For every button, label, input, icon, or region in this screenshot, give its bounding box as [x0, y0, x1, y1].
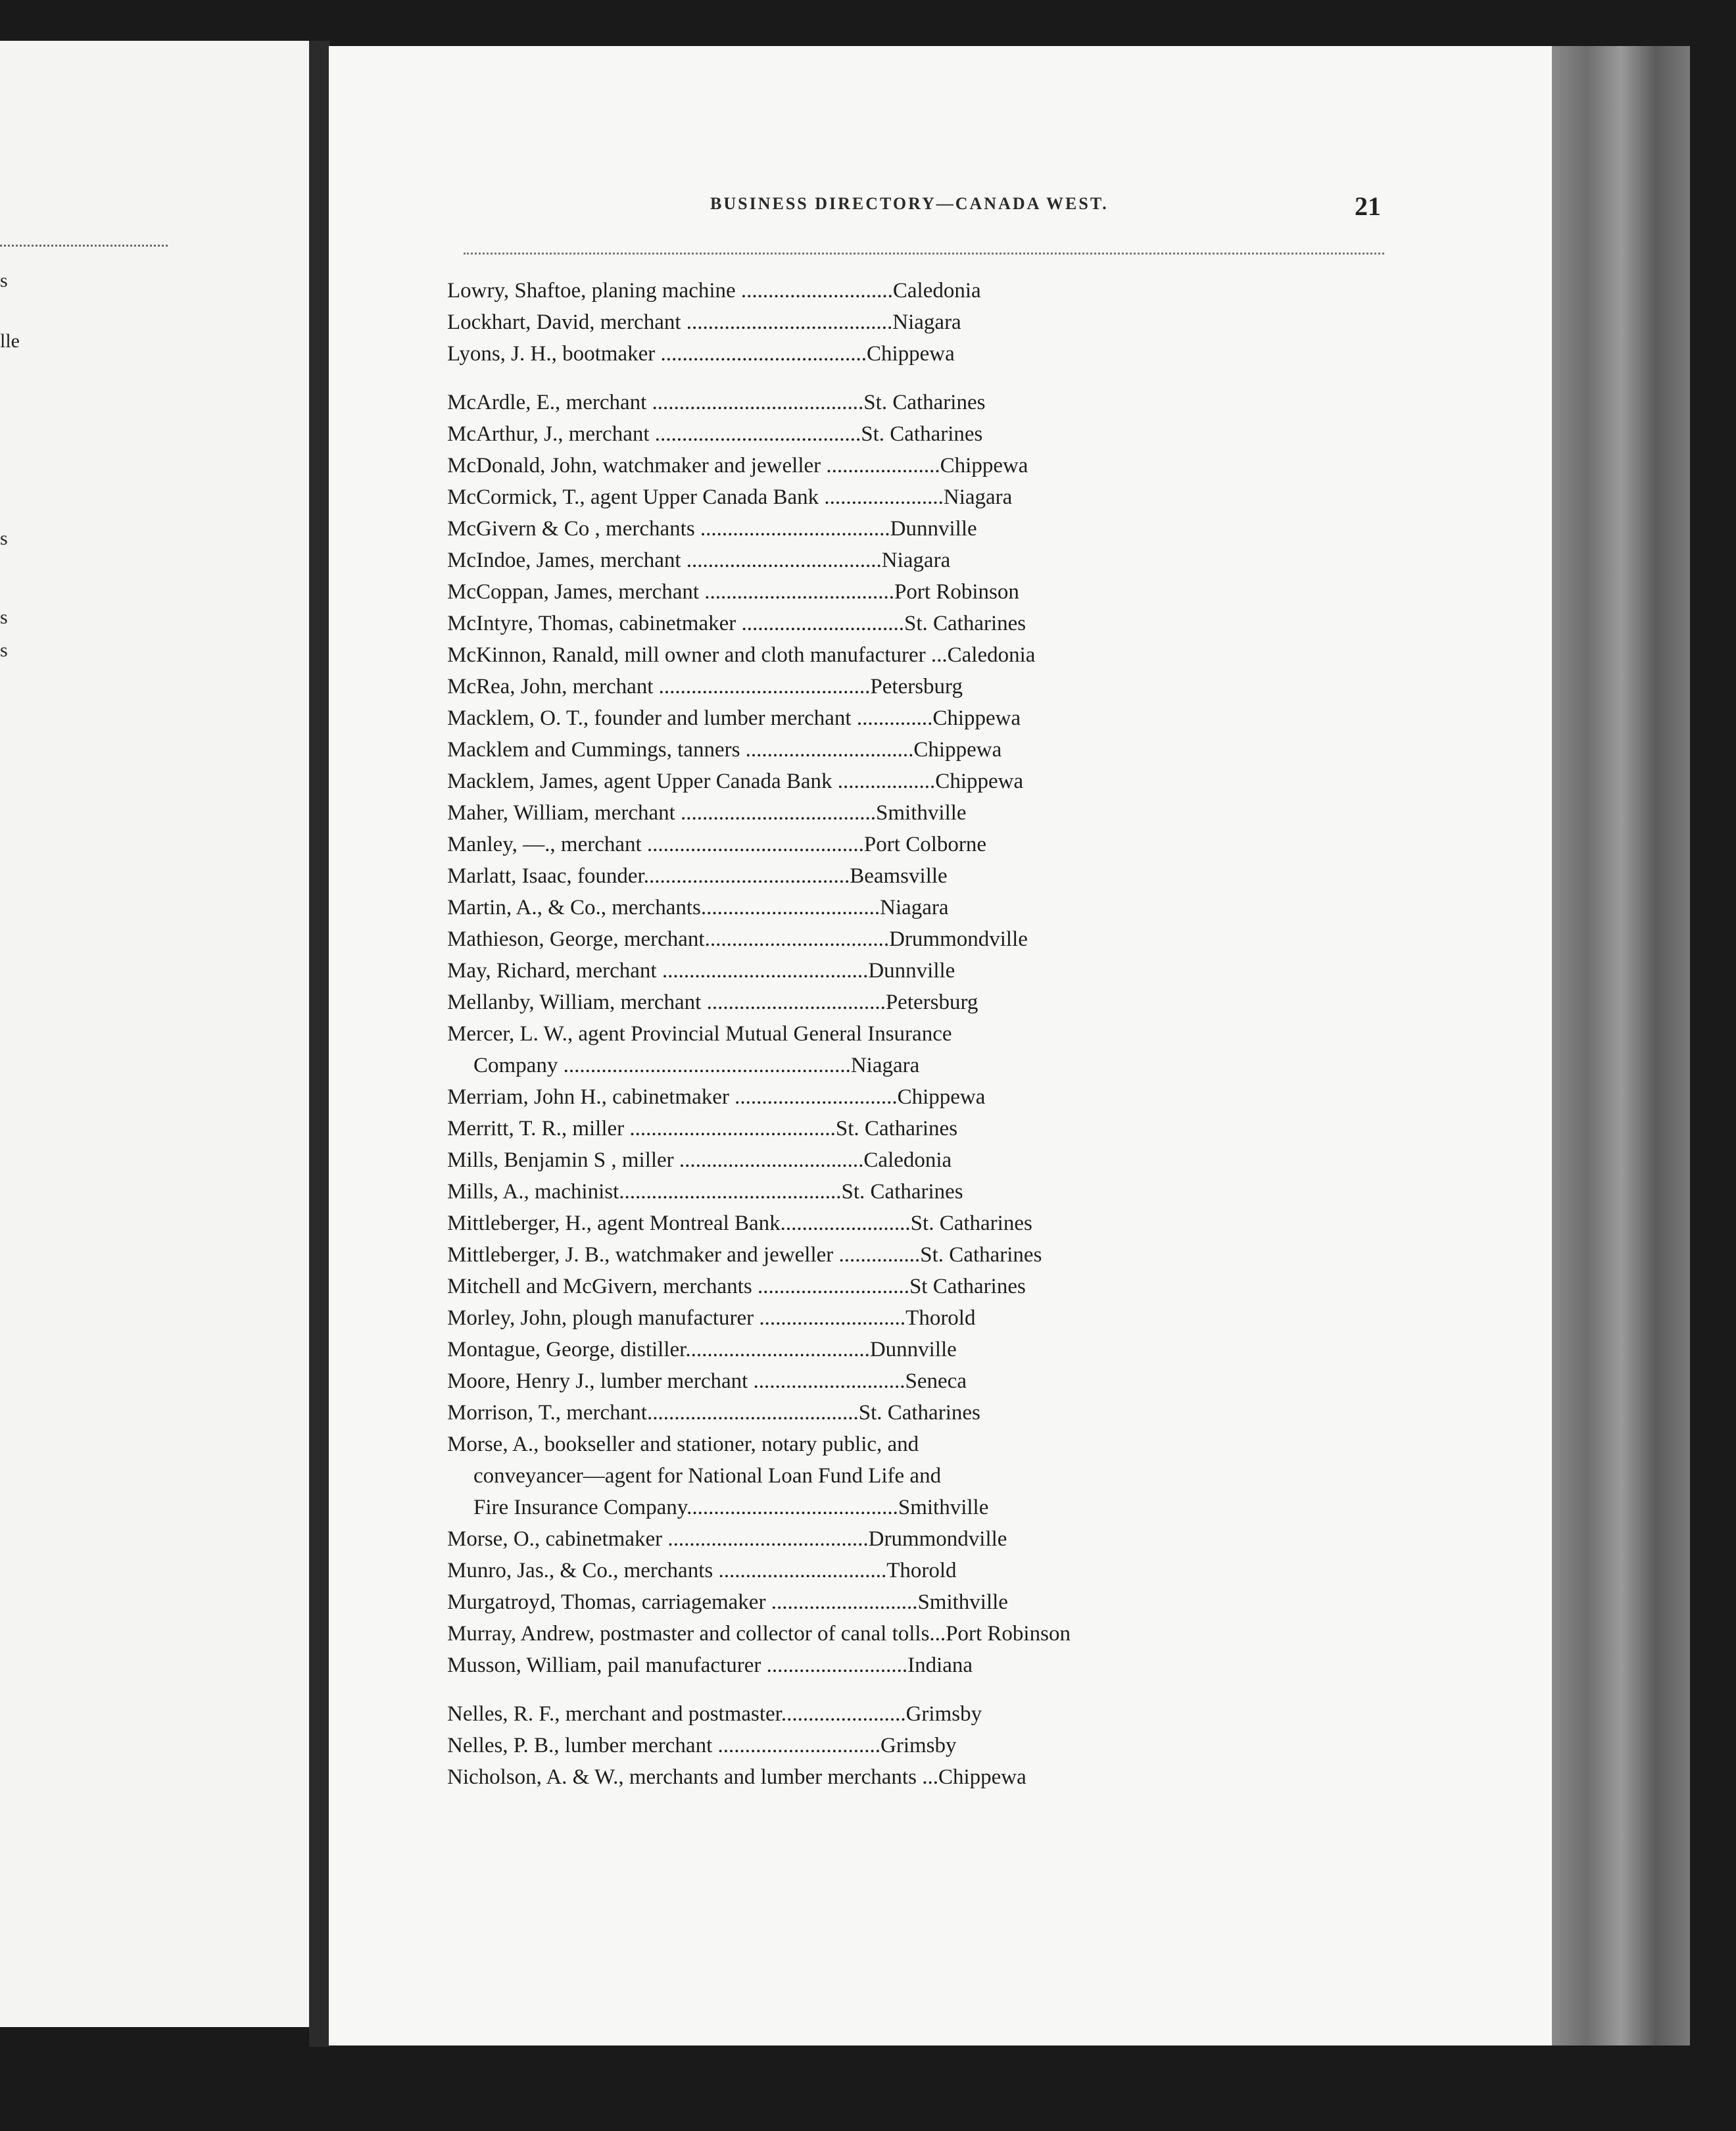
directory-entry: Mittleberger, H., agent Montreal Bank........................St. Catharines: [447, 1212, 1032, 1235]
directory-entry: McIndoe, James, merchant ....................................Niagara: [447, 549, 951, 572]
directory-entry: McGivern & Co , merchants ...................................Dunnville: [447, 517, 977, 541]
directory-entry: Morse, O., cabinetmaker .....................................Drummondville: [447, 1527, 1007, 1551]
directory-entry: Company .....................................................Niagara: [473, 1054, 920, 1077]
left-page-fragment: lle: [0, 330, 20, 352]
directory-entry: Lockhart, David, merchant ......................................Niagara: [447, 310, 961, 334]
running-head: BUSINESS DIRECTORY—CANADA WEST.: [710, 194, 1109, 213]
directory-entry: McKinnon, Ranald, mill owner and cloth manufacturer ...Caledonia: [447, 643, 1036, 667]
directory-entry: Montague, George, distiller..................................Dunnville: [447, 1338, 957, 1361]
directory-entry: Martin, A., & Co., merchants.................................Niagara: [447, 896, 949, 919]
directory-entry: Morse, A., bookseller and stationer, notary public, and: [447, 1433, 919, 1456]
directory-entry: Mittleberger, J. B., watchmaker and jeweller ...............St. Catharines: [447, 1243, 1042, 1267]
left-page-rule: [0, 245, 168, 247]
directory-entry: Marlatt, Isaac, founder......................................Beamsville: [447, 864, 948, 888]
directory-entry: Murray, Andrew, postmaster and collector of canal tolls...Port Robinson: [447, 1622, 1071, 1646]
directory-entry: May, Richard, merchant ......................................Dunnville: [447, 959, 955, 983]
directory-entry: Moore, Henry J., lumber merchant ............................Seneca: [447, 1369, 967, 1393]
directory-entries: [447, 275, 1434, 1793]
directory-entry: Lyons, J. H., bootmaker ......................................Chippewa: [447, 342, 955, 366]
directory-entry: Fire Insurance Company.......................................Smithville: [473, 1496, 989, 1519]
directory-entry: McIntyre, Thomas, cabinetmaker ..............................St. Catharines: [447, 612, 1026, 635]
left-page-fragment: s: [0, 606, 8, 628]
directory-entry: Morley, John, plough manufacturer ...........................Thorold: [447, 1306, 976, 1330]
directory-entry: Musson, William, pail manufacturer ..........................Indiana: [447, 1653, 973, 1677]
directory-entry: McCormick, T., agent Upper Canada Bank ......................Niagara: [447, 485, 1013, 509]
directory-entry: Manley, —., merchant ........................................Port Colborne: [447, 833, 987, 856]
directory-entry: Nelles, R. F., merchant and postmaster.......................Grimsby: [447, 1702, 982, 1726]
directory-entry: Lowry, Shaftoe, planing machine ............................Caledonia: [447, 279, 981, 303]
header-rule: [464, 253, 1384, 255]
directory-entry: Macklem, James, agent Upper Canada Bank ..................Chippewa: [447, 770, 1024, 793]
left-page-fragment: s: [0, 270, 8, 291]
directory-entry: Mills, A., machinist.........................................St. Catharines: [447, 1180, 963, 1204]
left-page: [0, 41, 309, 2027]
directory-entry: Merriam, John H., cabinetmaker ..............................Chippewa: [447, 1085, 986, 1109]
directory-entry: Mellanby, William, merchant .................................Petersburg: [447, 991, 978, 1014]
directory-entry: Maher, William, merchant ....................................Smithville: [447, 801, 967, 825]
directory-entry: McDonald, John, watchmaker and jeweller .....................Chippewa: [447, 454, 1028, 478]
directory-entry: Morrison, T., merchant.......................................St. Catharines: [447, 1401, 980, 1425]
directory-entry: conveyancer—agent for National Loan Fund Life and: [473, 1464, 942, 1488]
directory-entry: Nelles, P. B., lumber merchant ..............................Grimsby: [447, 1734, 957, 1757]
directory-entry: McArdle, E., merchant .......................................St. Catharines: [447, 391, 986, 414]
directory-entry: Nicholson, A. & W., merchants and lumber merchants ...Chippewa: [447, 1765, 1026, 1789]
directory-entry: Munro, Jas., & Co., merchants ...............................Thorold: [447, 1559, 957, 1582]
directory-entry: Macklem and Cummings, tanners ...............................Chippewa: [447, 738, 1002, 762]
page-number: 21: [1355, 191, 1381, 221]
directory-entry: Mitchell and McGivern, merchants ............................St Catharines: [447, 1275, 1026, 1298]
directory-entry: Mills, Benjamin S , miller ..................................Caledonia: [447, 1148, 952, 1172]
directory-entry: Merritt, T. R., miller ......................................St. Catharines: [447, 1117, 958, 1140]
book-gutter: [309, 41, 330, 2047]
left-page-fragment: s: [0, 639, 8, 661]
directory-entry: Macklem, O. T., founder and lumber merchant ..............Chippewa: [447, 706, 1021, 730]
directory-entry: Mercer, L. W., agent Provincial Mutual General Insurance: [447, 1022, 952, 1046]
directory-entry: McRea, John, merchant .......................................Petersburg: [447, 675, 963, 698]
directory-entry: Murgatroyd, Thomas, carriagemaker ...........................Smithville: [447, 1590, 1008, 1614]
left-page-fragment: s: [0, 527, 8, 549]
directory-entry: Mathieson, George, merchant..................................Drummondville: [447, 927, 1028, 951]
directory-entry: McCoppan, James, merchant ...................................Port Robinson: [447, 580, 1019, 604]
page-edge: [1552, 46, 1690, 2045]
directory-entry: McArthur, J., merchant ......................................St. Catharines: [447, 422, 983, 446]
